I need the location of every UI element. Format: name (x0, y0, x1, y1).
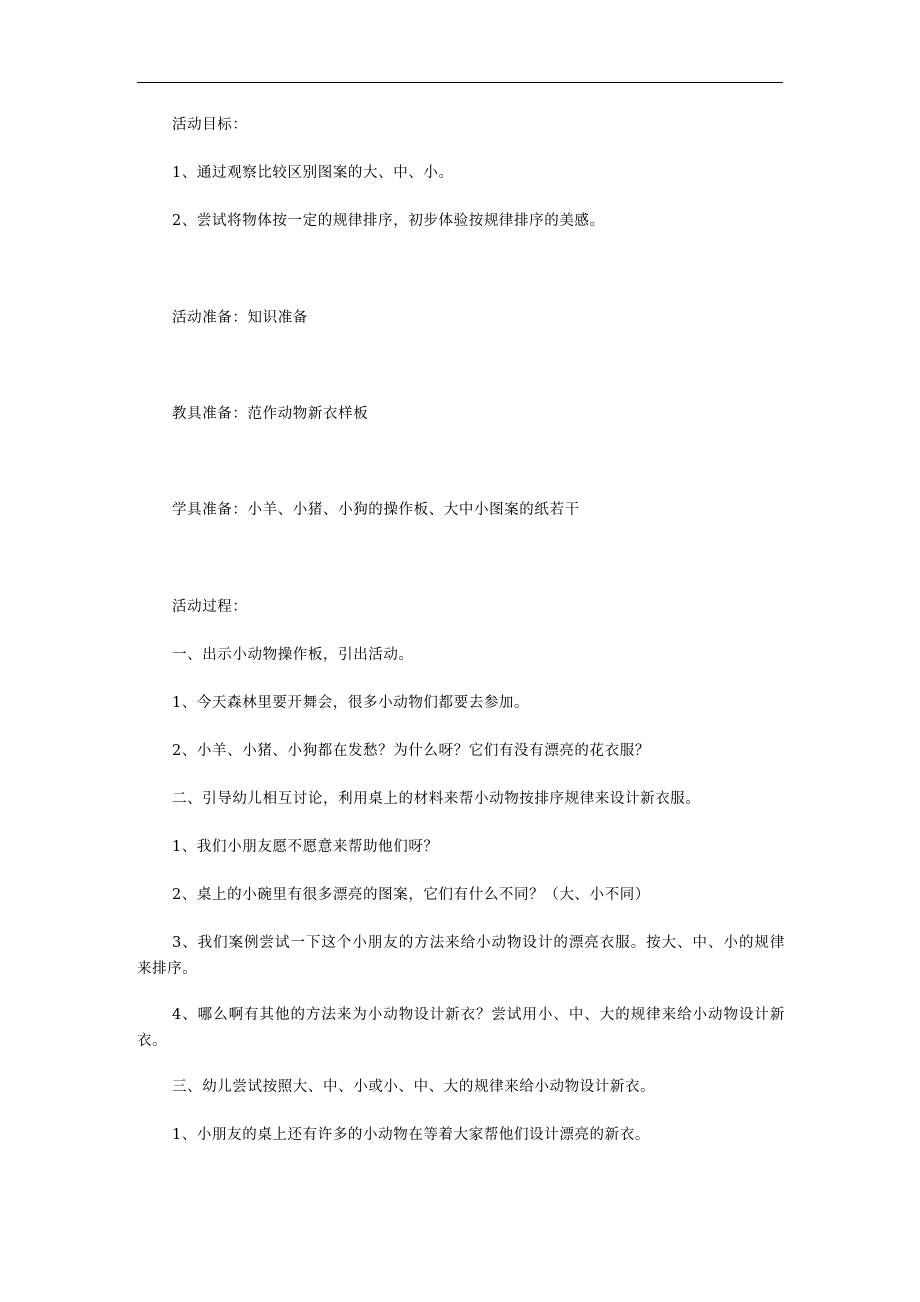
goal-item-2: 2、尝试将物体按一定的规律排序，初步体验按规律排序的美感。 (172, 213, 605, 229)
prep-learning-aids: 学具准备：小羊、小猪、小狗的操作板、大中小图案的纸若干 (172, 502, 580, 518)
heading-process: 活动过程： (172, 599, 248, 615)
process-step-1: 一、出示小动物操作板，引出活动。 (172, 647, 414, 663)
process-step-2-item-1: 1、我们小朋友愿不愿意来帮助他们呀？ (172, 839, 439, 855)
goal-item-1: 1、通过观察比较区别图案的大、中、小。 (172, 165, 454, 181)
process-step-1-item-1: 1、今天森林里要开舞会，很多小动物们都要去参加。 (172, 695, 530, 711)
heading-goals: 活动目标： (172, 117, 248, 133)
process-step-2-item-4: 4、哪么啊有其他的方法来为小动物设计新衣？尝试用小、中、大的规律来给小动物设计新衣。 (137, 1007, 785, 1049)
process-step-3-item-1: 1、小朋友的桌上还有许多的小动物在等着大家帮他们设计漂亮的新衣。 (172, 1127, 650, 1143)
prep-knowledge: 活动准备：知识准备 (172, 310, 308, 326)
process-step-3: 三、幼儿尝试按照大、中、小或小、中、大的规律来给小动物设计新衣。 (172, 1079, 656, 1095)
process-step-2-item-3: 3、我们案例尝试一下这个小朋友的方法来给小动物设计的漂亮衣服。按大、中、小的规律来排序。 (137, 935, 785, 977)
header-rule (137, 82, 783, 83)
process-step-2-item-2: 2、桌上的小碗里有很多漂亮的图案，它们有什么不同？（大、小不同） (172, 887, 650, 903)
process-step-1-item-2: 2、小羊、小猪、小狗都在发愁？为什么呀？它们有没有漂亮的花衣服？ (172, 743, 650, 759)
prep-teaching-aids: 教具准备：范作动物新衣样板 (172, 406, 369, 422)
process-step-2: 二、引导幼儿相互讨论，利用桌上的材料来帮小动物按排序规律来设计新衣服。 (172, 791, 701, 807)
